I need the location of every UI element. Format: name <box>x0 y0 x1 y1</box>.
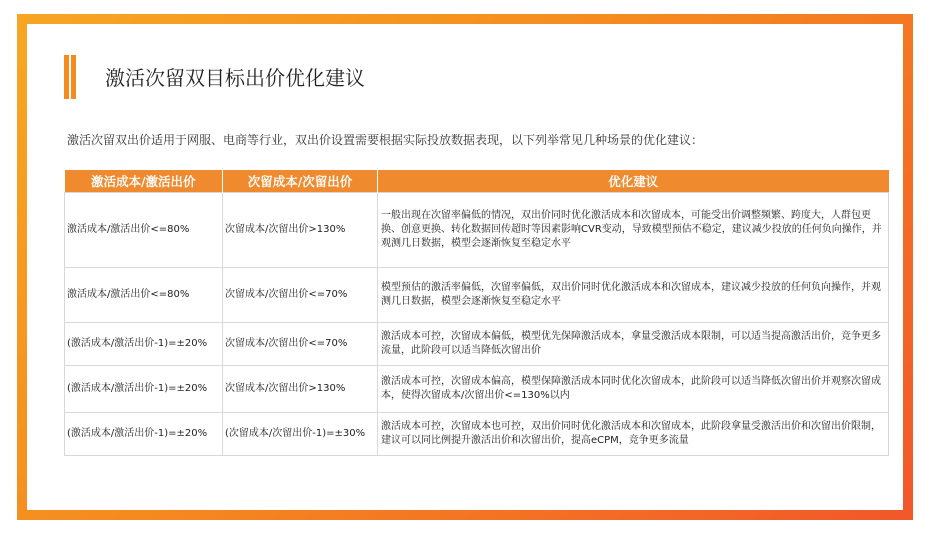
header-suggestion: 优化建议 <box>378 170 889 193</box>
cell-suggestion: 模型预估的激活率偏低，次留率偏低，双出价同时优化激活成本和次留成本，建议减少投放的任何负向操作，并观测几日数据，模型会逐渐恢复至稳定水平 <box>378 268 889 323</box>
cell-activation: 激活成本/激活出价<=80% <box>65 193 223 268</box>
cell-retention: 次留成本/次留出价<=70% <box>223 268 378 323</box>
cell-retention: 次留成本/次留出价>130% <box>223 366 378 413</box>
table-header-row <box>65 170 889 193</box>
header-activation: 激活成本/激活出价 <box>65 170 223 193</box>
page-title: 激活次留双目标出价优化建议 <box>105 66 365 90</box>
cell-suggestion: 激活成本可控，次留成本偏高，模型保障激活成本同时优化次留成本，此阶段可以适当降低次留出价并观察次留成本，使得次留成本/次留出价<=130%以内 <box>378 366 889 413</box>
table-row <box>65 193 889 268</box>
table-row <box>65 268 889 323</box>
title-accent-bar-2 <box>71 55 76 99</box>
cell-suggestion: 激活成本可控，次留成本偏低，模型优先保障激活成本，拿量受激活成本限制，可以适当提高激活出价，竞争更多流量，此阶段可以适当降低次留出价 <box>378 323 889 366</box>
title-accent-bar <box>64 55 69 99</box>
cell-activation: (激活成本/激活出价-1)=±20% <box>65 413 223 456</box>
table-row <box>65 323 889 366</box>
cell-activation: (激活成本/激活出价-1)=±20% <box>65 366 223 413</box>
cell-suggestion: 一般出现在次留率偏低的情况，双出价同时优化激活成本和次留成本，可能受出价调整频繁、跨度大，人群包更换、创意更换、转化数据回传超时等因素影响CVR变动，导致模型预估不稳定，建议减少投放的任何负向操作，并观测几日数据，模型会逐渐恢复至稳定水平 <box>378 193 889 268</box>
cell-activation: (激活成本/激活出价-1)=±20% <box>65 323 223 366</box>
header-retention: 次留成本/次留出价 <box>223 170 378 193</box>
cell-activation: 激活成本/激活出价<=80% <box>65 268 223 323</box>
suggestion-table <box>64 170 889 456</box>
cell-suggestion: 激活成本可控，次留成本也可控，双出价同时优化激活成本和次留成本，此阶段拿量受激活出价和次留出价限制，建议可以同比例提升激活出价和次留出价，提高eCPM，竞争更多流量 <box>378 413 889 456</box>
table-row <box>65 413 889 456</box>
slide-content <box>27 24 903 510</box>
table-row <box>65 366 889 413</box>
cell-retention: 次留成本/次留出价>130% <box>223 193 378 268</box>
cell-retention: (次留成本/次留出价-1)=±30% <box>223 413 378 456</box>
intro-text: 激活次留双出价适用于网服、电商等行业，双出价设置需要根据实际投放数据表现，以下列举常见几种场景的优化建议： <box>67 133 704 147</box>
cell-retention: 次留成本/次留出价<=70% <box>223 323 378 366</box>
slide-frame <box>17 14 913 520</box>
